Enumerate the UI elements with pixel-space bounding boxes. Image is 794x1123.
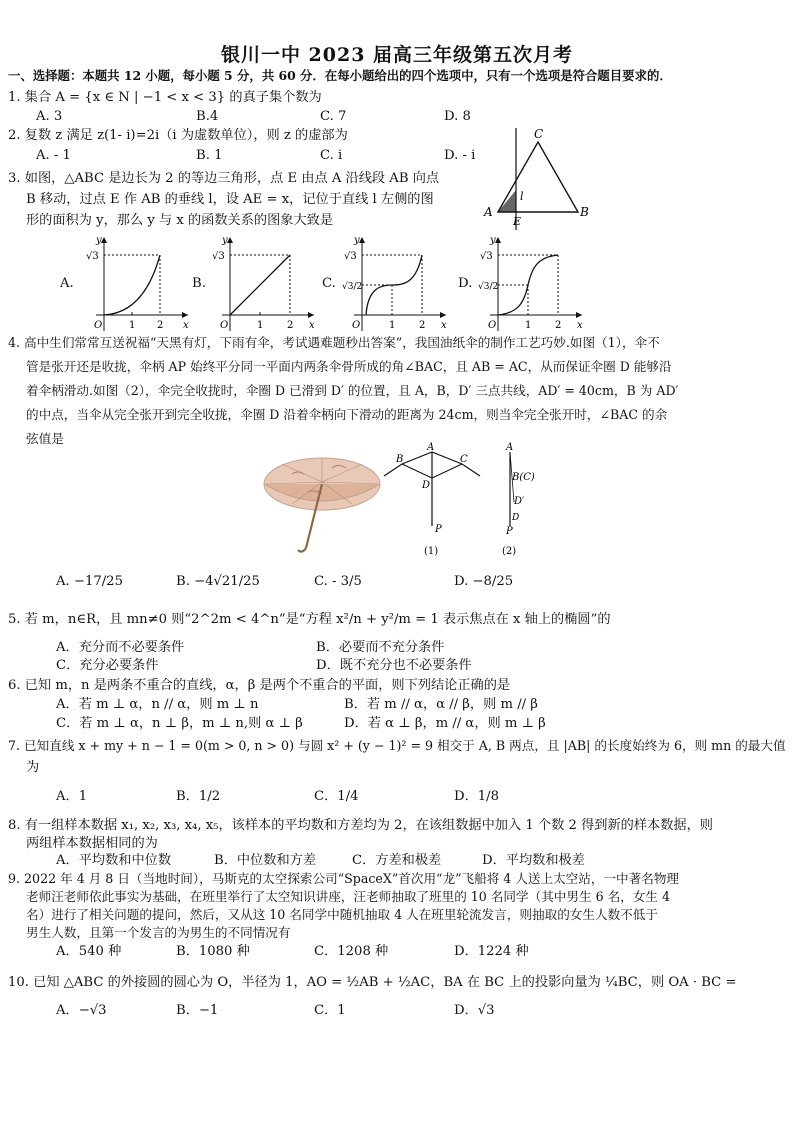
umbrella-figure-2	[490, 440, 550, 558]
q8-stem-line1: 8. 有一组样本数据 x₁, x₂, x₃, x₄, x₅，该样本的平均数和方差均为 2，在该组数据中加入 1 个数 2 得到新的样本数据，则	[8, 818, 713, 833]
svg-text:1: 1	[389, 320, 396, 331]
q10-option-c: C．1	[314, 1003, 346, 1018]
svg-text:1: 1	[525, 320, 532, 331]
q7-option-a: A．1	[56, 789, 88, 804]
svg-text:O: O	[488, 320, 497, 331]
q7-stem-line1: 7. 已知直线 x + my + n − 1 = 0(m > 0, n > 0) 与圆 x² + (y − 1)² = 9 相交于 A, B 两点，且 |AB| 的长度始终为 6，则 mn 的最大值	[8, 738, 786, 753]
q1-option-a: A. 3	[36, 109, 63, 124]
svg-text:√3: √3	[86, 251, 99, 262]
q1-stem: 1. 集合 A = {x ∈ N | −1 < x < 3} 的真子集个数为	[8, 90, 322, 105]
svg-text:y: y	[354, 235, 360, 246]
svg-text:D: D	[422, 480, 431, 491]
svg-text:y: y	[96, 235, 102, 246]
q3-stem-line1: 3. 如图，△ABC 是边长为 2 的等边三角形，点 E 由点 A 沿线段 AB 向点	[8, 171, 440, 186]
q7-stem-line2: 为	[26, 760, 40, 775]
umbrella-photo	[262, 448, 382, 558]
q7-option-c: C．1/4	[314, 789, 359, 804]
q9-option-c: C．1208 种	[314, 944, 389, 959]
q8-option-b: B．中位数和方差	[214, 853, 317, 868]
q3-option-c: C.	[322, 276, 336, 291]
svg-text:√3: √3	[212, 251, 225, 262]
svg-text:√3/2: √3/2	[478, 282, 499, 292]
q9-stem-line2: 老师汪老师依此事实为基础，在班里举行了太空知识讲座，汪老师抽取了班里的 10 名同学（其中男生 6 名，女生 4	[26, 889, 670, 904]
q4-stem-line4: 的中点，当伞从完全张开到完全收拢，伞圈 D 沿着伞柄向下滑动的距离为 24cm，则当伞完全张开时，∠BAC 的余	[26, 407, 668, 422]
triangle-figure	[482, 126, 592, 234]
q1-option-c: C. 7	[320, 109, 347, 124]
q8-option-d: D．平均数和极差	[482, 853, 585, 868]
q6-stem: 6. 已知 m，n 是两条不重合的直线，α，β 是两个不重合的平面，则下列结论正确的是	[8, 678, 511, 693]
q4-option-d: D. −8/25	[454, 574, 514, 589]
q4-stem-line3: 着伞柄滑动.如图（2），伞完全收拢时，伞圈 D 已滑到 D′ 的位置，且 A，B，D′ 三点共线，AD′ = 40cm，B 为 AD′	[26, 383, 679, 398]
label-e: E	[513, 215, 522, 228]
svg-text:1: 1	[129, 320, 136, 331]
svg-text:2: 2	[555, 320, 562, 331]
q6-option-d: D．若 α ⊥ β，m // α，则 m ⊥ β	[344, 716, 546, 731]
q10-option-d: D．√3	[454, 1003, 495, 1018]
svg-text:O: O	[94, 320, 103, 331]
svg-text:O: O	[220, 320, 229, 331]
q5-stem: 5. 若 m，n∈R，且 mn≠0 则“2^2m < 4^n”是“方程 x²/n + y²/m = 1 表示焦点在 x 轴上的椭圆”的	[8, 612, 611, 627]
q1-option-d: D. 8	[444, 109, 471, 124]
q2-stem: 2. 复数 z 满足 z(1- i)=2i（i 为虚数单位），则 z 的虚部为	[8, 128, 348, 143]
q9-stem-line1: 9. 2022 年 4 月 8 日（当地时间），马斯克的太空探索公司“SpaceX”首次用“龙”飞船将 4 人送上太空站，一中著名物理	[8, 871, 680, 886]
svg-text:√3: √3	[480, 251, 493, 262]
exam-title: 银川一中 2023 届高三年级第五次月考	[220, 44, 574, 66]
umbrella-figure-1	[380, 440, 490, 558]
q2-option-d: D. - i	[444, 148, 476, 163]
svg-text:y: y	[222, 235, 228, 246]
label-l: l	[520, 190, 524, 203]
svg-text:(1): (1)	[424, 546, 439, 557]
q1-option-b: B.4	[196, 109, 219, 124]
svg-text:D′: D′	[514, 496, 525, 507]
q2-option-a: A. - 1	[36, 148, 71, 163]
graph-a	[84, 233, 194, 333]
q5-option-d: D．既不充分也不必要条件	[316, 658, 472, 673]
q7-option-b: B．1/2	[176, 789, 221, 804]
svg-text:x: x	[577, 320, 583, 331]
svg-text:A: A	[427, 442, 435, 453]
q8-stem-line2: 两组样本数据相同的为	[26, 836, 158, 851]
svg-text:B(C): B(C)	[512, 472, 535, 483]
svg-text:(2): (2)	[502, 546, 517, 557]
graph-d	[478, 233, 588, 333]
q5-option-c: C．充分必要条件	[56, 658, 159, 673]
svg-text:2: 2	[287, 320, 294, 331]
q3-stem-line2: B 移动，过点 E 作 AB 的垂线 l，设 AE = x，记位于直线 l 左侧的图	[26, 192, 434, 207]
label-c: C	[534, 127, 544, 141]
q6-option-c: C．若 m ⊥ α，n ⊥ β，m ⊥ n,则 α ⊥ β	[56, 716, 303, 731]
svg-text:2: 2	[419, 320, 426, 331]
q3-option-a: A.	[60, 276, 74, 291]
svg-text:x: x	[441, 320, 447, 331]
svg-text:2: 2	[157, 320, 164, 331]
q5-option-a: A．充分而不必要条件	[56, 640, 185, 655]
svg-text:D: D	[512, 513, 520, 523]
q3-option-d: D.	[458, 276, 473, 291]
label-b: B	[580, 205, 589, 219]
q3-option-b: B.	[192, 276, 206, 291]
svg-text:√3: √3	[344, 251, 357, 262]
shaded-region	[498, 190, 516, 212]
q4-stem-line1: 4. 高中生们常常互送祝福“天黑有灯，下雨有伞，考试遇难题秒出答案”，我国油纸伞的制作工艺巧妙.如图（1），伞不	[8, 335, 660, 350]
svg-text:x: x	[309, 320, 315, 331]
q7-option-d: D．1/8	[454, 789, 499, 804]
svg-text:P: P	[506, 526, 513, 537]
svg-text:C: C	[460, 454, 468, 465]
svg-text:√3/2: √3/2	[342, 282, 363, 292]
graph-b	[210, 233, 320, 333]
q6-option-b: B．若 m // α，α // β，则 m // β	[344, 697, 538, 712]
q4-option-b: B. −4√21/25	[176, 574, 260, 589]
q5-option-b: B．必要而不充分条件	[316, 640, 445, 655]
q9-option-a: A．540 种	[56, 944, 122, 959]
svg-text:x: x	[183, 320, 189, 331]
q4-option-c: C. - 3/5	[314, 574, 362, 589]
q10-stem: 10. 已知 △ABC 的外接圆的圆心为 O，半径为 1，AO = ½AB + ½AC，BA 在 BC 上的投影向量为 ¼BC，则 OA · BC =	[8, 975, 737, 990]
q9-stem-line3: 名）进行了相关问题的提问，然后，又从这 10 名同学中随机抽取 4 人在班里轮流发言，则抽取的女生人数不低于	[26, 907, 658, 922]
curve	[104, 255, 160, 315]
graph-c	[342, 233, 452, 333]
svg-text:P: P	[435, 524, 442, 535]
q10-option-a: A．−√3	[56, 1003, 107, 1018]
line	[230, 255, 290, 315]
q10-option-b: B．−1	[176, 1003, 219, 1018]
q2-option-c: C. i	[320, 148, 343, 163]
q4-stem-line2: 管是张开还是收拢，伞柄 AP 始终平分同一平面内两条伞骨所成的角∠BAC，且 AB = AC，从而保证伞圈 D 能够沿	[26, 359, 672, 374]
svg-text:B: B	[396, 454, 404, 465]
svg-text:O: O	[352, 320, 361, 331]
q3-stem-line3: 形的面积为 y，那么 y 与 x 的函数关系的图象大致是	[26, 213, 334, 228]
q8-option-a: A．平均数和中位数	[56, 853, 172, 868]
q8-option-c: C．方差和极差	[352, 853, 442, 868]
q9-option-d: D．1224 种	[454, 944, 529, 959]
svg-text:1: 1	[257, 320, 264, 331]
q2-option-b: B. 1	[196, 148, 223, 163]
svg-text:y: y	[490, 235, 496, 246]
q4-option-a: A. −17/25	[56, 574, 123, 589]
q9-stem-line4: 男生人数，且第一个发言的为男生的不同情况有	[26, 925, 291, 940]
q9-option-b: B．1080 种	[176, 944, 250, 959]
q6-option-a: A．若 m ⊥ α，n // α，则 m ⊥ n	[56, 697, 259, 712]
section-heading: 一、选择题：本题共 12 小题，每小题 5 分，共 60 分．在每小题给出的四个选项中，只有一个选项是符合题目要求的．	[8, 68, 672, 83]
label-a: A	[484, 205, 493, 219]
q4-stem-line5: 弦值是	[26, 431, 64, 446]
svg-text:A: A	[506, 442, 514, 453]
